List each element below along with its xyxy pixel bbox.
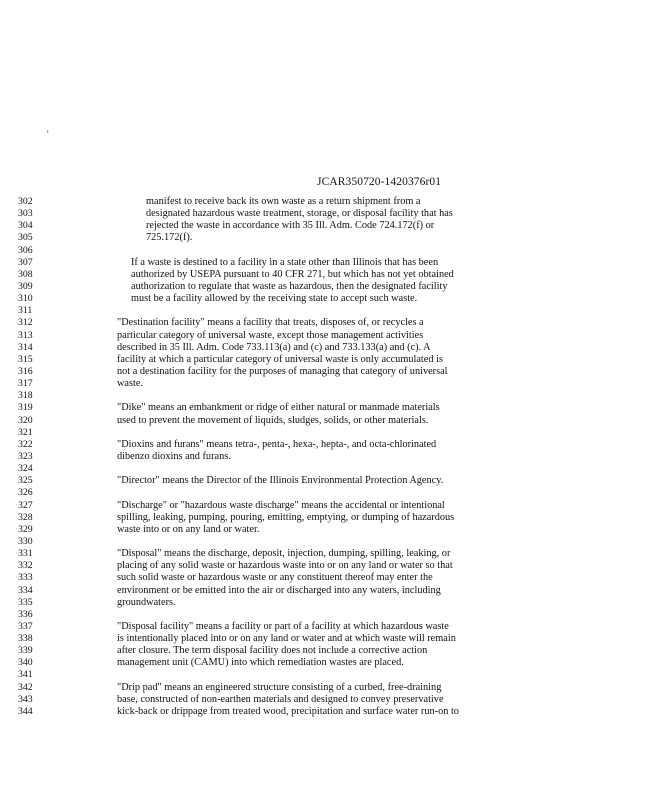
- line-number: 321: [18, 426, 33, 438]
- line-number: 341: [18, 669, 33, 681]
- line-number: 315: [18, 353, 33, 365]
- text-line: [0, 293, 671, 305]
- line-number: 336: [18, 608, 33, 620]
- line-number: 335: [18, 596, 33, 608]
- line-number: 342: [18, 681, 33, 693]
- text-line: [0, 524, 671, 536]
- line-number: 338: [18, 633, 33, 645]
- line-text: manifest to receive back its own waste as a return shipment from a: [146, 196, 421, 207]
- line-number: 331: [18, 548, 33, 560]
- text-line: [0, 354, 671, 366]
- line-text: 725.172(f).: [146, 232, 193, 244]
- line-number: 303: [18, 208, 33, 220]
- text-line: [0, 378, 671, 390]
- text-line: [0, 390, 671, 402]
- text-line: [0, 439, 671, 451]
- line-text: designated hazardous waste treatment, storage, or disposal facility that has: [146, 208, 453, 220]
- text-line: [0, 560, 671, 572]
- text-line: [0, 706, 671, 718]
- text-line: [0, 342, 671, 354]
- line-text: spilling, leaking, pumping, pouring, emitting, emptying, or dumping of hazardous: [117, 511, 455, 523]
- text-line: [0, 463, 671, 475]
- line-text: "Disposal facility" means a facility or part of a facility at which hazardous waste: [117, 620, 449, 632]
- text-line: [0, 196, 671, 208]
- text-line: [0, 402, 671, 414]
- line-text: waste.: [117, 378, 144, 390]
- text-line: [0, 657, 671, 669]
- line-number: 302: [18, 196, 33, 207]
- line-number: 333: [18, 572, 33, 584]
- line-number: 332: [18, 560, 33, 572]
- text-line: [0, 281, 671, 293]
- text-line: [0, 487, 671, 499]
- text-line: [0, 669, 671, 681]
- line-text: is intentionally placed into or on any land or water and at which waste will remain: [117, 633, 456, 645]
- line-text: If a waste is destined to a facility in a state other than Illinois that has been: [131, 256, 439, 268]
- line-number: 343: [18, 693, 33, 705]
- document-header-id: JCAR350720-1420376r01: [317, 176, 442, 188]
- line-number: 313: [18, 329, 33, 341]
- text-line: [0, 427, 671, 439]
- line-number: 324: [18, 463, 33, 475]
- line-text: particular category of universal waste, except those management activities: [117, 329, 424, 341]
- text-line: [0, 305, 671, 317]
- line-number: 327: [18, 499, 33, 511]
- line-text: such solid waste or hazardous waste or any constituent thereof may enter the: [117, 572, 433, 584]
- line-number: 305: [18, 232, 33, 244]
- text-line: [0, 257, 671, 269]
- line-number: 334: [18, 584, 33, 596]
- text-line: [0, 548, 671, 560]
- text-line: [0, 572, 671, 584]
- line-number: 320: [18, 414, 33, 426]
- text-line: [0, 245, 671, 257]
- text-line: [0, 682, 671, 694]
- line-text: groundwaters.: [117, 596, 176, 608]
- line-text: "Drip pad" means an engineered structure consisting of a curbed, free-draining: [117, 681, 442, 693]
- line-text: authorized by USEPA pursuant to 40 CFR 271, but which has not yet obtained: [131, 268, 454, 280]
- line-number: 304: [18, 220, 33, 232]
- text-line: [0, 220, 671, 232]
- line-text: kick-back or drippage from treated wood, precipitation and surface water run-on to: [117, 705, 459, 717]
- line-text: dibenzo dioxins and furans.: [117, 450, 231, 462]
- text-line: [0, 366, 671, 378]
- line-text: after closure. The term disposal facility does not include a corrective action: [117, 645, 428, 657]
- line-number: 314: [18, 341, 33, 353]
- line-number: 307: [18, 256, 33, 268]
- text-line: [0, 475, 671, 487]
- line-text: not a destination facility for the purposes of managing that category of universal: [117, 365, 448, 377]
- text-line: [0, 585, 671, 597]
- text-line: [0, 232, 671, 244]
- line-number: 309: [18, 280, 33, 292]
- line-number: 319: [18, 402, 33, 414]
- line-number: 344: [18, 705, 33, 717]
- line-text: waste into or on any land or water.: [117, 523, 260, 535]
- line-text: authorization to regulate that waste as hazardous, then the designated facility: [131, 280, 448, 292]
- line-text: management unit (CAMU) into which remediation wastes are placed.: [117, 657, 404, 669]
- line-number: 317: [18, 378, 33, 390]
- text-line: [0, 415, 671, 427]
- stray-mark: ': [47, 129, 49, 139]
- line-number: 328: [18, 511, 33, 523]
- text-line: [0, 609, 671, 621]
- line-text: "Destination facility" means a facility that treats, disposes of, or recycles a: [117, 317, 424, 329]
- line-text: described in 35 Ill. Adm. Code 733.113(a) and (c) and 733.133(a) and (c). A: [117, 341, 431, 353]
- line-number: 312: [18, 317, 33, 329]
- numbered-text-body: [0, 196, 671, 718]
- line-number: 340: [18, 657, 33, 669]
- line-text: "Disposal" means the discharge, deposit, injection, dumping, spilling, leaking, or: [117, 548, 451, 560]
- line-number: 316: [18, 365, 33, 377]
- line-number: 339: [18, 645, 33, 657]
- line-number: 329: [18, 523, 33, 535]
- line-text: environment or be emitted into the air or discharged into any waters, including: [117, 584, 441, 596]
- line-text: "Director" means the Director of the Illinois Environmental Protection Agency.: [117, 475, 444, 487]
- line-text: "Dike" means an embankment or ridge of either natural or manmade materials: [117, 402, 440, 414]
- text-line: [0, 536, 671, 548]
- text-line: [0, 269, 671, 281]
- text-line: [0, 500, 671, 512]
- line-number: 323: [18, 450, 33, 462]
- line-number: 310: [18, 293, 33, 305]
- line-text: must be a facility allowed by the receiving state to accept such waste.: [131, 293, 418, 305]
- line-text: base, constructed of non-earthen materials and designed to convey preservative: [117, 693, 444, 705]
- line-number: 330: [18, 535, 33, 547]
- text-line: [0, 597, 671, 609]
- text-line: [0, 512, 671, 524]
- text-line: [0, 330, 671, 342]
- line-number: 308: [18, 268, 33, 280]
- line-number: 325: [18, 475, 33, 487]
- line-number: 326: [18, 487, 33, 499]
- line-text: placing of any solid waste or hazardous waste into or on any land or water so that: [117, 560, 453, 572]
- line-text: rejected the waste in accordance with 35 Ill. Adm. Code 724.172(f) or: [146, 220, 435, 232]
- line-number: 322: [18, 438, 33, 450]
- text-line: [0, 633, 671, 645]
- line-number: 318: [18, 390, 33, 402]
- text-line: [0, 317, 671, 329]
- line-number: 337: [18, 620, 33, 632]
- text-line: [0, 645, 671, 657]
- line-text: "Dioxins and furans" means tetra-, penta-, hexa-, hepta-, and octa-chlorinated: [117, 438, 437, 450]
- text-line: [0, 694, 671, 706]
- line-text: used to prevent the movement of liquids, sludges, solids, or other materials.: [117, 414, 429, 426]
- text-line: [0, 208, 671, 220]
- line-text: "Discharge" or "hazardous waste discharge" means the accidental or intentional: [117, 499, 445, 511]
- line-number: 306: [18, 244, 33, 256]
- line-text: facility at which a particular category of universal waste is only accumulated is: [117, 353, 443, 365]
- line-number: 311: [18, 305, 33, 317]
- text-line: [0, 621, 671, 633]
- text-line: [0, 451, 671, 463]
